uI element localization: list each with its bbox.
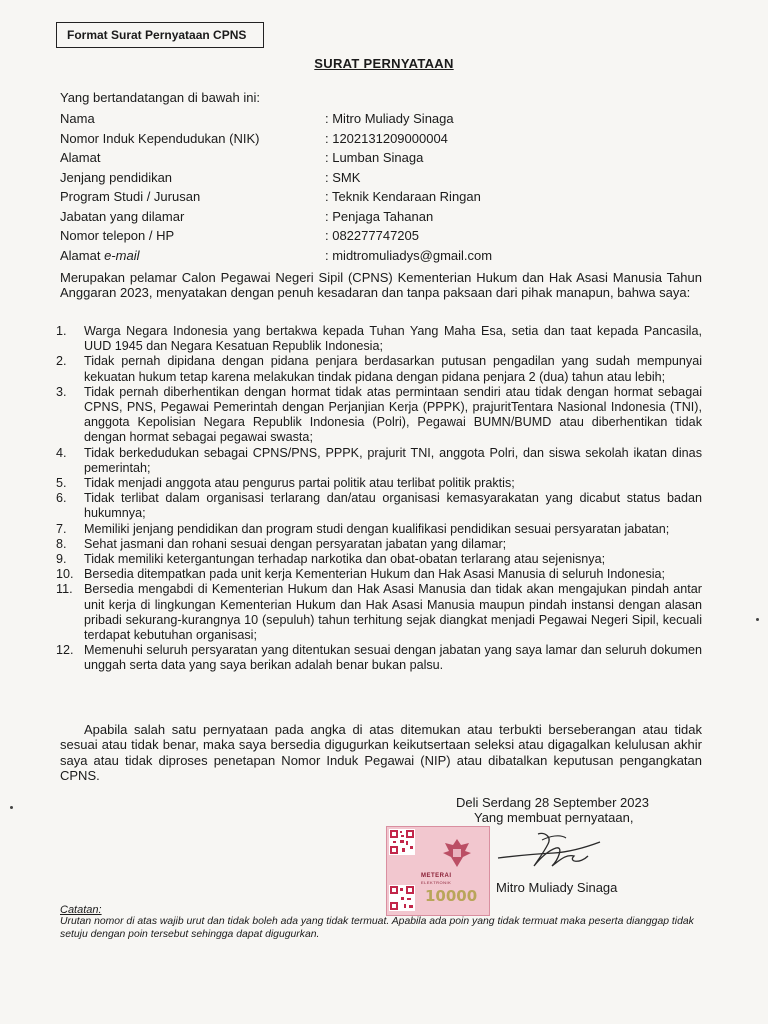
field-row-phone	[60, 226, 492, 246]
list-number: 4.	[56, 445, 67, 460]
field-label: Nomor telepon / HP	[60, 228, 175, 243]
e-stamp-meterai	[386, 826, 490, 916]
field-value: : Mitro Muliady Sinaga	[325, 111, 454, 126]
identity-fields	[60, 109, 492, 265]
field-value: : Teknik Kendaraan Ringan	[325, 189, 481, 204]
list-item	[56, 446, 702, 476]
field-label-italic: e-mail	[104, 247, 140, 263]
field-value: : Lumban Sinaga	[325, 150, 424, 165]
list-item	[56, 567, 702, 582]
list-text: Tidak menjadi anggota atau pengurus partai politik atau terlibat politik praktis;	[84, 476, 515, 491]
list-text: Bersedia mengabdi di Kementerian Hukum dan Hak Asasi Manusia dan tidak akan mengajukan pindah antar unit kerja di lingkungan Kementerian Hukum dan Hak Asasi Manusia maupun pindah instansi dengan alasan pribadi sekurang-kurangnya 10 (sepuluh) tahun terhitung sejak diangkat menjadi Pegawai Negeri Sipil, kecuali terdapat kebutuhan organisasi;	[84, 582, 702, 643]
list-item	[56, 476, 702, 491]
stamp-label: METERAI	[421, 873, 452, 879]
format-label: Format Surat Pernyataan CPNS	[67, 28, 247, 42]
field-row-address	[60, 148, 492, 168]
field-label: Program Studi / Jurusan	[60, 189, 201, 204]
list-item	[56, 552, 702, 567]
note-label: Catatan:	[60, 904, 102, 916]
list-item	[56, 522, 702, 537]
field-label: Jabatan yang dilamar	[60, 208, 185, 224]
list-text: Tidak berkedudukan sebagai CPNS/PNS, PPPK, prajurit TNI, anggota Polri, dan siswa sekolah ikatan dinas pemerintah;	[84, 445, 702, 475]
scan-speck	[756, 618, 759, 621]
list-text: Tidak pernah dipidana dengan pidana penjara berdasarkan putusan pengadilan yang sudah mempunyai kekuatan hukum tetap karena melakukan tindak pidana dengan pidana penjara 2 (dua) tahun atau lebih;	[84, 354, 702, 384]
list-text: Memiliki jenjang pendidikan dan program studi dengan kualifikasi pendidikan sesuai persyaratan jabatan;	[84, 521, 670, 536]
field-value: : midtromuliadys@gmail.com	[325, 247, 493, 263]
field-value: : SMK	[325, 169, 361, 185]
list-item	[56, 385, 702, 446]
statement-list	[56, 324, 702, 674]
qr-code-icon	[389, 885, 415, 911]
field-label	[60, 246, 325, 266]
list-number: 2.	[56, 354, 67, 369]
field-label: Alamat	[60, 150, 101, 165]
list-item	[56, 537, 702, 552]
stamp-sublabel: ELEKTRONIK	[421, 880, 452, 885]
list-number: 12.	[56, 643, 74, 658]
list-item	[56, 643, 702, 673]
list-number: 8.	[56, 536, 67, 551]
list-text: Warga Negara Indonesia yang bertakwa kepada Tuhan Yang Maha Esa, setia dan taat kepada Pancasila, UUD 1945 dan Negara Kesatuan Republik Indonesia;	[84, 324, 702, 354]
statement-paragraph: Merupakan pelamar Calon Pegawai Negeri Sipil (CPNS) Kementerian Hukum dan Hak Asasi Manusia Tahun Anggaran 2023, menyatakan dengan penuh kesadaran dan tanpa paksaan dari pihak manapun, bahwa saya:	[60, 270, 702, 301]
list-text: Sehat jasmani dan rohani sesuai dengan persyaratan jabatan yang dilamar;	[84, 536, 507, 551]
qr-code-icon	[389, 829, 415, 855]
signature-place-date: Deli Serdang 28 September 2023	[456, 795, 649, 810]
document-title: SURAT PERNYATAAN	[314, 56, 454, 71]
list-number: 10.	[56, 567, 74, 582]
list-number: 9.	[56, 552, 67, 567]
intro-text: Yang bertandatangan di bawah ini:	[60, 90, 260, 105]
field-label: Nama	[60, 111, 95, 126]
field-label: Jenjang pendidikan	[60, 169, 173, 185]
list-number: 5.	[56, 476, 67, 491]
list-item	[56, 582, 702, 643]
list-number: 6.	[56, 491, 67, 506]
field-row-position	[60, 207, 492, 227]
list-text: Bersedia ditempatkan pada unit kerja Kementerian Hukum dan Hak Asasi Manusia di seluruh Indonesia;	[84, 567, 666, 582]
list-item	[56, 491, 702, 521]
scan-speck	[10, 806, 13, 809]
list-text: Tidak terlibat dalam organisasi terlarang dan/atau organisasi kemasyarakatan yang dicabut status badan hukumnya;	[84, 491, 702, 521]
list-text: Tidak memiliki ketergantungan terhadap narkotika dan obat-obatan terlarang atau sejenisnya;	[84, 552, 606, 567]
list-text: Memenuhi seluruh persyaratan yang ditentukan sesuai dengan jabatan yang saya lamar dan seluruh dokumen unggah serta data yang saya berikan adalah benar bukan palsu.	[84, 643, 702, 673]
field-label: Nomor Induk Kependudukan (NIK)	[60, 130, 260, 146]
list-number: 11.	[56, 582, 73, 597]
list-item	[56, 324, 702, 354]
field-row-name	[60, 109, 492, 129]
field-row-study-program	[60, 187, 492, 207]
list-number: 3.	[56, 384, 67, 399]
list-number: 1.	[56, 324, 67, 338]
handwritten-signature	[494, 826, 604, 876]
signatory-name: Mitro Muliady Sinaga	[496, 880, 618, 895]
garuda-emblem-icon	[439, 835, 475, 871]
format-label-box	[56, 22, 264, 48]
field-value: : Penjaga Tahanan	[325, 208, 434, 224]
field-row-email	[60, 246, 492, 266]
field-row-nik	[60, 129, 492, 149]
note-text: Urutan nomor di atas wajib urut dan tidak boleh ada yang tidak termuat. Apabila ada poin yang tidak termuat maka peserta dianggap tidak setuju dengan poin tersebut sehingga dapat digugurkan.	[60, 916, 694, 940]
signature-role: Yang membuat pernyataan,	[474, 810, 634, 825]
field-value: : 1202131209000004	[325, 130, 448, 146]
list-text: Tidak pernah diberhentikan dengan hormat tidak atas permintaan sendiri atau tidak dengan hormat sebagai CPNS, PNS, Pegawai Pemerintah dengan Perjanjian Kerja (PPPK), prajuritTentara Nasional Indonesia (TNI), anggota Kepolisian Negara Republik Indonesia (Polri), Pegawai BUMN/BUMD atau diberhentikan tidak dengan hormat sebagai pegawai swasta;	[84, 384, 702, 445]
closing-paragraph: Apabila salah satu pernyataan pada angka di atas ditemukan atau terbukti berseberangan atau tidak sesuai atau tidak benar, maka saya bersedia digugurkan keikutsertaan seleksi atau digagalkan kelulusan akhir saya atau tidak diproses penetapan Nomor Induk Pegawai (NIP) atau dibatalkan keputusan pengangkatan CPNS.	[60, 722, 702, 784]
field-value: : 082277747205	[325, 228, 419, 243]
list-number: 7.	[56, 521, 67, 536]
stamp-value: 10000	[425, 887, 478, 905]
field-label-prefix: Alamat	[60, 247, 105, 263]
list-item	[56, 354, 702, 384]
field-row-education	[60, 168, 492, 188]
